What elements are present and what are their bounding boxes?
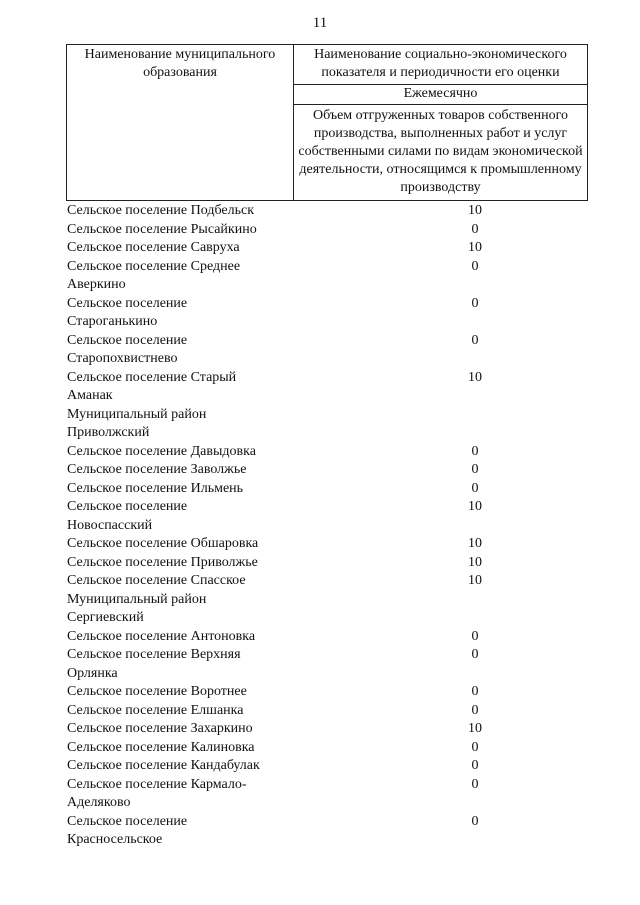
indicator-value: 0 [471, 776, 479, 792]
indicator-value: 0 [471, 813, 479, 829]
header-metric: Объем отгруженных товаров собственного производства, выполненных работ и услуг собственными силами по видам экономической деятельности, относящимся к промышленному производству [294, 105, 588, 201]
indicator-value: 0 [471, 702, 479, 718]
indicator-value: 0 [471, 462, 479, 477]
table-row [67, 480, 587, 499]
table-row [67, 369, 587, 406]
table-row [67, 702, 587, 721]
indicator-value: 10 [468, 554, 482, 570]
indicator-value: 0 [471, 739, 479, 755]
indicator-value: 10 [468, 573, 482, 588]
municipality-name: Сельское поселение Воротнее [67, 684, 247, 699]
header-municipality-name: Наименование муниципального образования [67, 45, 294, 201]
municipality-name: Сельское поселение Давыдовка [67, 443, 256, 459]
table-row [67, 591, 587, 628]
table-row [67, 646, 587, 683]
municipality-name: Сельское поселение Кармало-Аделяково [67, 776, 247, 810]
table-row [67, 683, 587, 702]
table-row [67, 202, 587, 221]
indicator-value: 10 [468, 536, 482, 551]
municipality-name: Сельское поселение Кандабулак [67, 758, 260, 773]
indicator-value: 10 [468, 240, 482, 255]
table-row [67, 332, 587, 369]
table-row [67, 554, 587, 573]
municipality-name: Сельское поселение Красносельское [67, 813, 188, 847]
table-row [67, 295, 587, 332]
header-indicator-title: Наименование социально-экономического показателя и периодичности его оценки [294, 45, 588, 85]
indicator-value: 0 [471, 443, 479, 459]
indicator-value: 10 [468, 499, 482, 514]
indicator-value: 10 [468, 203, 482, 218]
indicator-value: 10 [468, 369, 482, 385]
page-number: 11 [312, 15, 328, 31]
indicator-value: 0 [471, 258, 479, 274]
table-row [67, 239, 587, 258]
municipality-name: Сельское поселение Приволжье [67, 554, 258, 570]
data-rows [67, 202, 587, 850]
table-row [67, 720, 587, 739]
municipality-name: Сельское поселение Старый Аманак [67, 369, 237, 403]
table-row [67, 628, 587, 647]
municipality-name: Сельское поселение Захаркино [67, 721, 253, 736]
indicator-value: 0 [471, 684, 479, 699]
table-row [67, 443, 587, 462]
table-row [67, 572, 587, 591]
table-row [67, 461, 587, 480]
municipality-name: Сельское поселение Обшаровка [67, 536, 259, 551]
municipality-name: Сельское поселение Антоновка [67, 628, 256, 644]
indicator-value: 10 [468, 721, 482, 736]
table-row [67, 739, 587, 758]
indicator-value: 0 [471, 628, 479, 644]
table-row [67, 221, 587, 240]
municipality-name: Муниципальный район Сергиевский [67, 591, 207, 625]
indicator-value: 0 [471, 480, 479, 496]
municipality-name: Сельское поселение Рысайкино [67, 221, 257, 237]
table-row [67, 776, 587, 813]
municipality-name: Сельское поселение Среднее Аверкино [67, 258, 241, 292]
indicator-value: 0 [471, 332, 479, 348]
municipality-name: Сельское поселение Новоспасский [67, 499, 188, 533]
municipality-name: Сельское поселение Калиновка [67, 739, 255, 755]
table-row [67, 757, 587, 776]
municipality-name: Сельское поселение Заволжье [67, 462, 247, 477]
header-table [66, 44, 588, 201]
municipality-name: Сельское поселение Верхняя Орлянка [67, 647, 241, 681]
table-row [67, 498, 587, 535]
municipality-name: Сельское поселение Староганькино [67, 295, 188, 329]
municipality-name: Сельское поселение Старопохвистнево [67, 332, 188, 366]
table-row [67, 813, 587, 850]
municipality-name: Сельское поселение Спасское [67, 573, 246, 588]
municipality-name: Сельское поселение Елшанка [67, 702, 244, 718]
indicator-value: 0 [471, 647, 479, 662]
header-period: Ежемесячно [294, 85, 588, 105]
municipality-name: Сельское поселение Савруха [67, 240, 240, 255]
indicator-value: 0 [471, 295, 479, 311]
table-row [67, 535, 587, 554]
municipality-name: Сельское поселение Подбельск [67, 203, 254, 218]
municipality-name: Сельское поселение Ильмень [67, 480, 244, 496]
table-row [67, 258, 587, 295]
table-row [67, 406, 587, 443]
municipality-name: Муниципальный район Приволжский [67, 406, 207, 440]
indicator-value: 0 [471, 221, 479, 237]
indicator-value: 0 [471, 758, 479, 773]
